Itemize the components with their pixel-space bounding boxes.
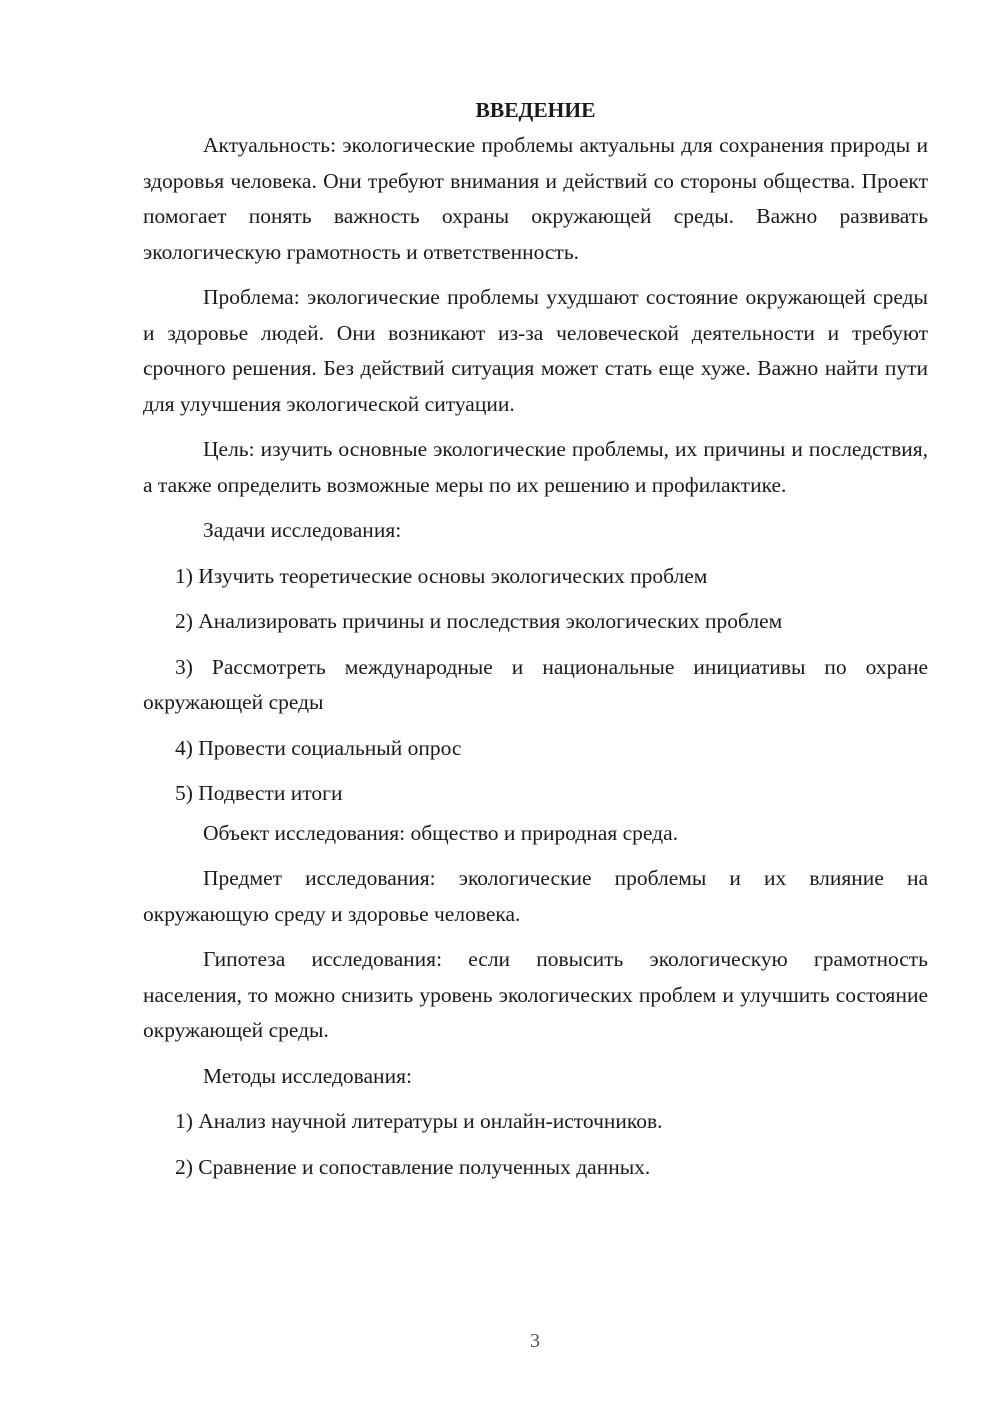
method-item-1: 1) Анализ научной литературы и онлайн-источников. [175, 1109, 663, 1133]
page-title: ВВЕДЕНИЕ [475, 98, 596, 122]
page-number: 3 [530, 1330, 540, 1352]
tasks-heading: Задачи исследования: [203, 518, 402, 542]
goal-paragraph: Цель: изучить основные экологические проблемы, их причины и последствия, а также определить возможные меры по их решению и профилактике. [143, 437, 928, 497]
problem-paragraph: Проблема: экологические проблемы ухудшают состояние окружающей среды и здоровье людей. Они возникают из-за человеческой деятельности и требуют срочного решения. Без действий ситуация может стать еще хуже. Важно найти пути для улучшения экологической ситуации. [143, 285, 928, 416]
task-item-4: 4) Провести социальный опрос [175, 735, 462, 760]
methods-heading: Методы исследования: [203, 1063, 412, 1088]
hypothesis-paragraph: Гипотеза исследования: если повысить экологическую грамотность населения, то можно снизить уровень экологических проблем и улучшить состояние окружающей среды. [143, 947, 928, 1042]
task-item-3: 3) Рассмотреть международные и национальные инициативы по охране окружающей среды [143, 654, 928, 714]
subject-paragraph: Предмет исследования: экологические проблемы и их влияние на окружающую среду и здоровье человека. [143, 866, 928, 926]
object-paragraph: Объект исследования: общество и природная среда. [203, 820, 679, 845]
task-item-1: 1) Изучить теоретические основы экологических проблем [175, 563, 708, 588]
document-page [143, 92, 928, 1195]
relevance-paragraph: Актуальность: экологические проблемы актуальны для сохранения природы и здоровья человека. Они требуют внимания и действий со стороны общества. Проект помогает понять важность охраны окружающей среды. Важно развивать экологическую грамотность и ответственность. [143, 133, 928, 264]
task-item-2: 2) Анализировать причины и последствия экологических проблем [175, 609, 783, 633]
method-item-2: 2) Сравнение и сопоставление полученных данных. [175, 1154, 651, 1179]
task-item-5: 5) Подвести итоги [175, 781, 343, 805]
